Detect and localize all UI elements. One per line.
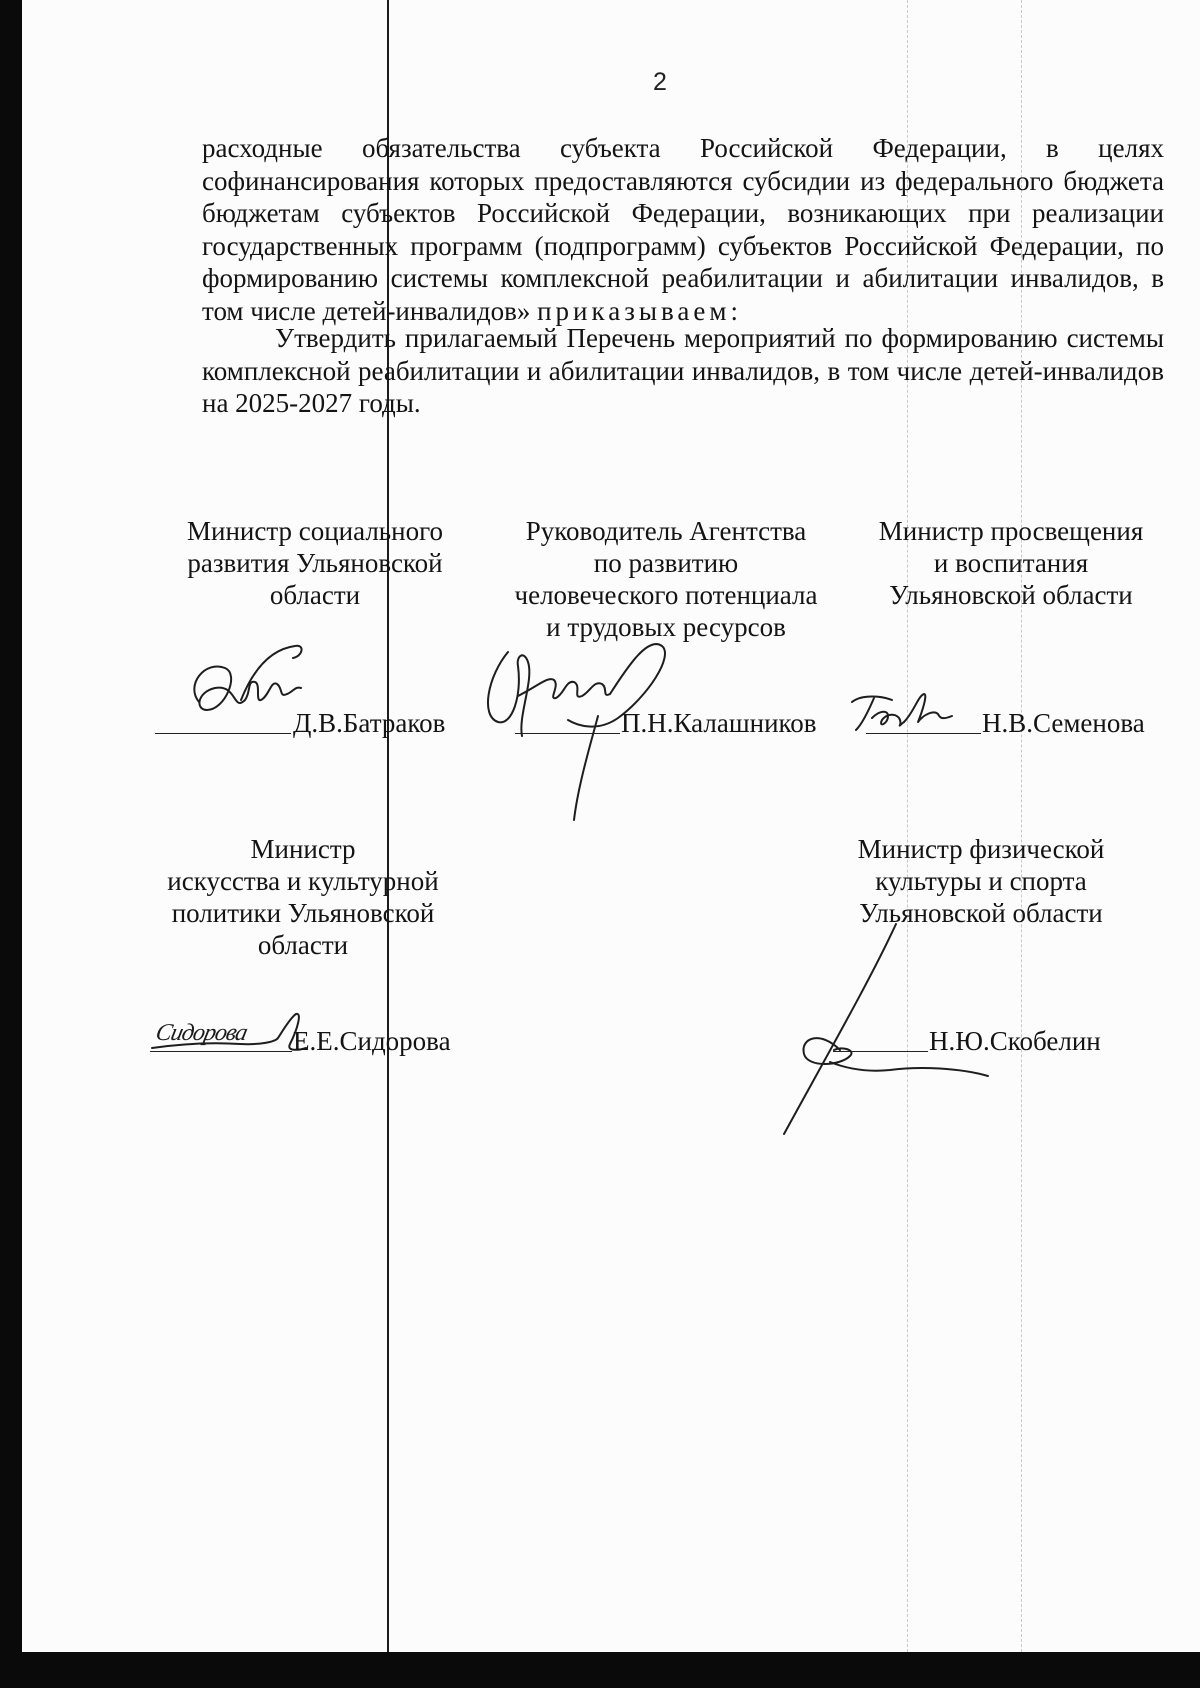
text-line: бюджета бюджетам субъектов Российской Федерации, возникающих при: [202, 165, 1164, 228]
paragraph-order: Утвердить прилагаемый Перечень мероприятий по формированию системы комплексной реабилитации и абилитации инвалидов, в том числе детей-инвалидов на 2025-2027 годы.: [202, 323, 1164, 418]
signature-line: [155, 733, 291, 734]
title-line: Министр: [250, 834, 356, 864]
title-line: человеческого потенциала: [514, 580, 818, 610]
signatory-title-sport: [846, 833, 1116, 929]
page-number: 2: [653, 68, 667, 96]
order-keyword: приказываем:: [537, 295, 742, 326]
title-line: и воспитания: [933, 548, 1089, 578]
text-line: софинансирования которых предоставляются субсидии из федерального: [202, 165, 1054, 196]
scan-edge-bottom: [0, 1652, 1200, 1688]
signatory-name: Д.В.Батраков: [293, 708, 446, 738]
signatory-name: Н.В.Семенова: [982, 708, 1145, 738]
title-line: развития Ульяновской: [187, 548, 443, 578]
title-line: Ульяновской области: [859, 898, 1103, 928]
signatory-name: Н.Ю.Скобелин: [929, 1026, 1101, 1056]
text-line: реализации государственных программ (подпрограмм) субъектов Российской: [202, 198, 1164, 261]
text-line: Федерации, по формированию системы комплексной реабилитации: [202, 230, 1164, 293]
title-line: политики Ульяновской: [171, 898, 435, 928]
handwritten-signature-batrakov: [185, 640, 305, 730]
title-line: по развитию: [593, 548, 739, 578]
title-line: Руководитель Агентства: [525, 516, 807, 546]
title-line: Министр физической: [857, 834, 1105, 864]
text-line: расходные обязательства субъекта Российской Федерации, в целях: [202, 133, 1164, 163]
signatory-title-education: [866, 515, 1156, 611]
scan-edge-left: [0, 0, 22, 1688]
title-line: Ульяновской области: [889, 580, 1133, 610]
title-line: Министр просвещения: [878, 516, 1144, 546]
title-line: области: [257, 930, 349, 960]
handwritten-signature-semenova: [848, 690, 958, 736]
signatory-name: Е.Е.Сидорова: [293, 1026, 451, 1056]
signatory-title-social: [172, 515, 458, 611]
signatory-title-culture: [148, 833, 458, 961]
handwritten-signature-text: Сидорова: [153, 1020, 250, 1046]
text-line: и абилитации инвалидов, в том числе детей-инвалидов»: [202, 263, 1164, 326]
paragraph-preamble: [202, 132, 1164, 327]
title-line: культуры и спорта: [875, 866, 1087, 896]
title-line: области: [269, 580, 361, 610]
title-line: и трудовых ресурсов: [546, 612, 786, 642]
title-line: искусства и культурной: [167, 866, 439, 896]
signatory-title-agency: [500, 515, 832, 643]
signatory-name: П.Н.Калашников: [621, 708, 817, 738]
title-line: Министр социального: [187, 516, 443, 546]
